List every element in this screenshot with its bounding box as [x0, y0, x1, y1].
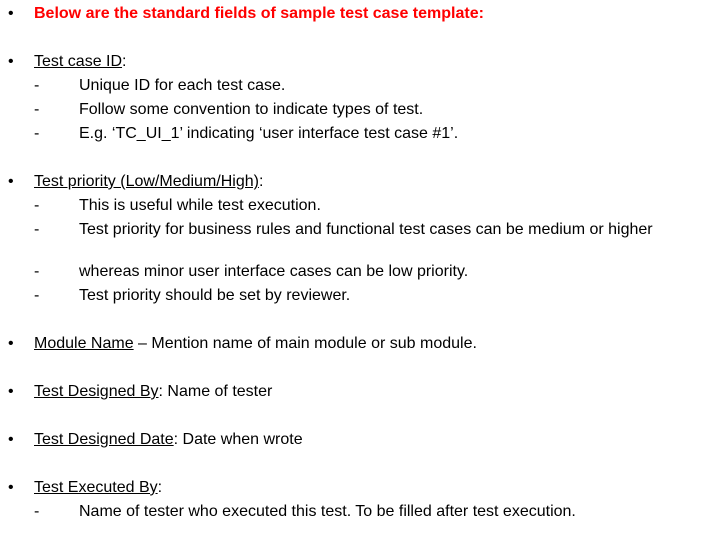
dash-marker: - — [34, 263, 40, 280]
sub-item-text: Follow some convention to indicate types of test. — [79, 101, 424, 118]
field-suffix: : Name of tester — [158, 383, 273, 400]
field-label: Test case ID — [34, 53, 123, 70]
dash-marker: - — [34, 197, 40, 214]
field-suffix: : — [122, 53, 127, 70]
field-label: Module Name — [34, 335, 134, 352]
sub-item-text: Name of tester who executed this test. To be filled after test execution. — [79, 503, 576, 520]
bullet-marker: • — [8, 335, 14, 352]
sub-item-text: Test priority for business rules and functional test cases can be medium or higher — [79, 221, 653, 238]
sub-item-text: This is useful while test execution. — [79, 197, 321, 214]
bullet-marker: • — [8, 383, 14, 400]
bullet-marker: • — [8, 5, 14, 22]
field-label: Test Executed By — [34, 479, 158, 496]
dash-marker: - — [34, 77, 40, 94]
field-label: Test priority (Low/Medium/High) — [34, 173, 259, 190]
sub-item-text: Test priority should be set by reviewer. — [79, 287, 351, 304]
sub-item-text: whereas minor user interface cases can be low priority. — [79, 263, 469, 280]
dash-marker: - — [34, 101, 40, 118]
field-label: Test Designed By — [34, 383, 159, 400]
dash-marker: - — [34, 503, 40, 520]
slide-title: Below are the standard fields of sample test case template: — [34, 5, 484, 22]
dash-marker: - — [34, 221, 40, 238]
bullet-marker: • — [8, 173, 14, 190]
field-label: Test Designed Date — [34, 431, 174, 448]
dash-marker: - — [34, 287, 40, 304]
sub-item-text: E.g. ‘TC_UI_1’ indicating ‘user interface test case #1’. — [79, 125, 459, 142]
field-suffix: : — [258, 173, 264, 190]
field-suffix: : Date when wrote — [173, 431, 303, 448]
bullet-marker: • — [8, 53, 14, 70]
field-suffix: : — [157, 479, 163, 496]
bullet-marker: • — [8, 431, 14, 448]
sub-item-text: Unique ID for each test case. — [79, 77, 286, 94]
bullet-marker: • — [8, 479, 14, 496]
field-suffix: – Mention name of main module or sub module. — [133, 335, 477, 352]
dash-marker: - — [34, 125, 40, 142]
